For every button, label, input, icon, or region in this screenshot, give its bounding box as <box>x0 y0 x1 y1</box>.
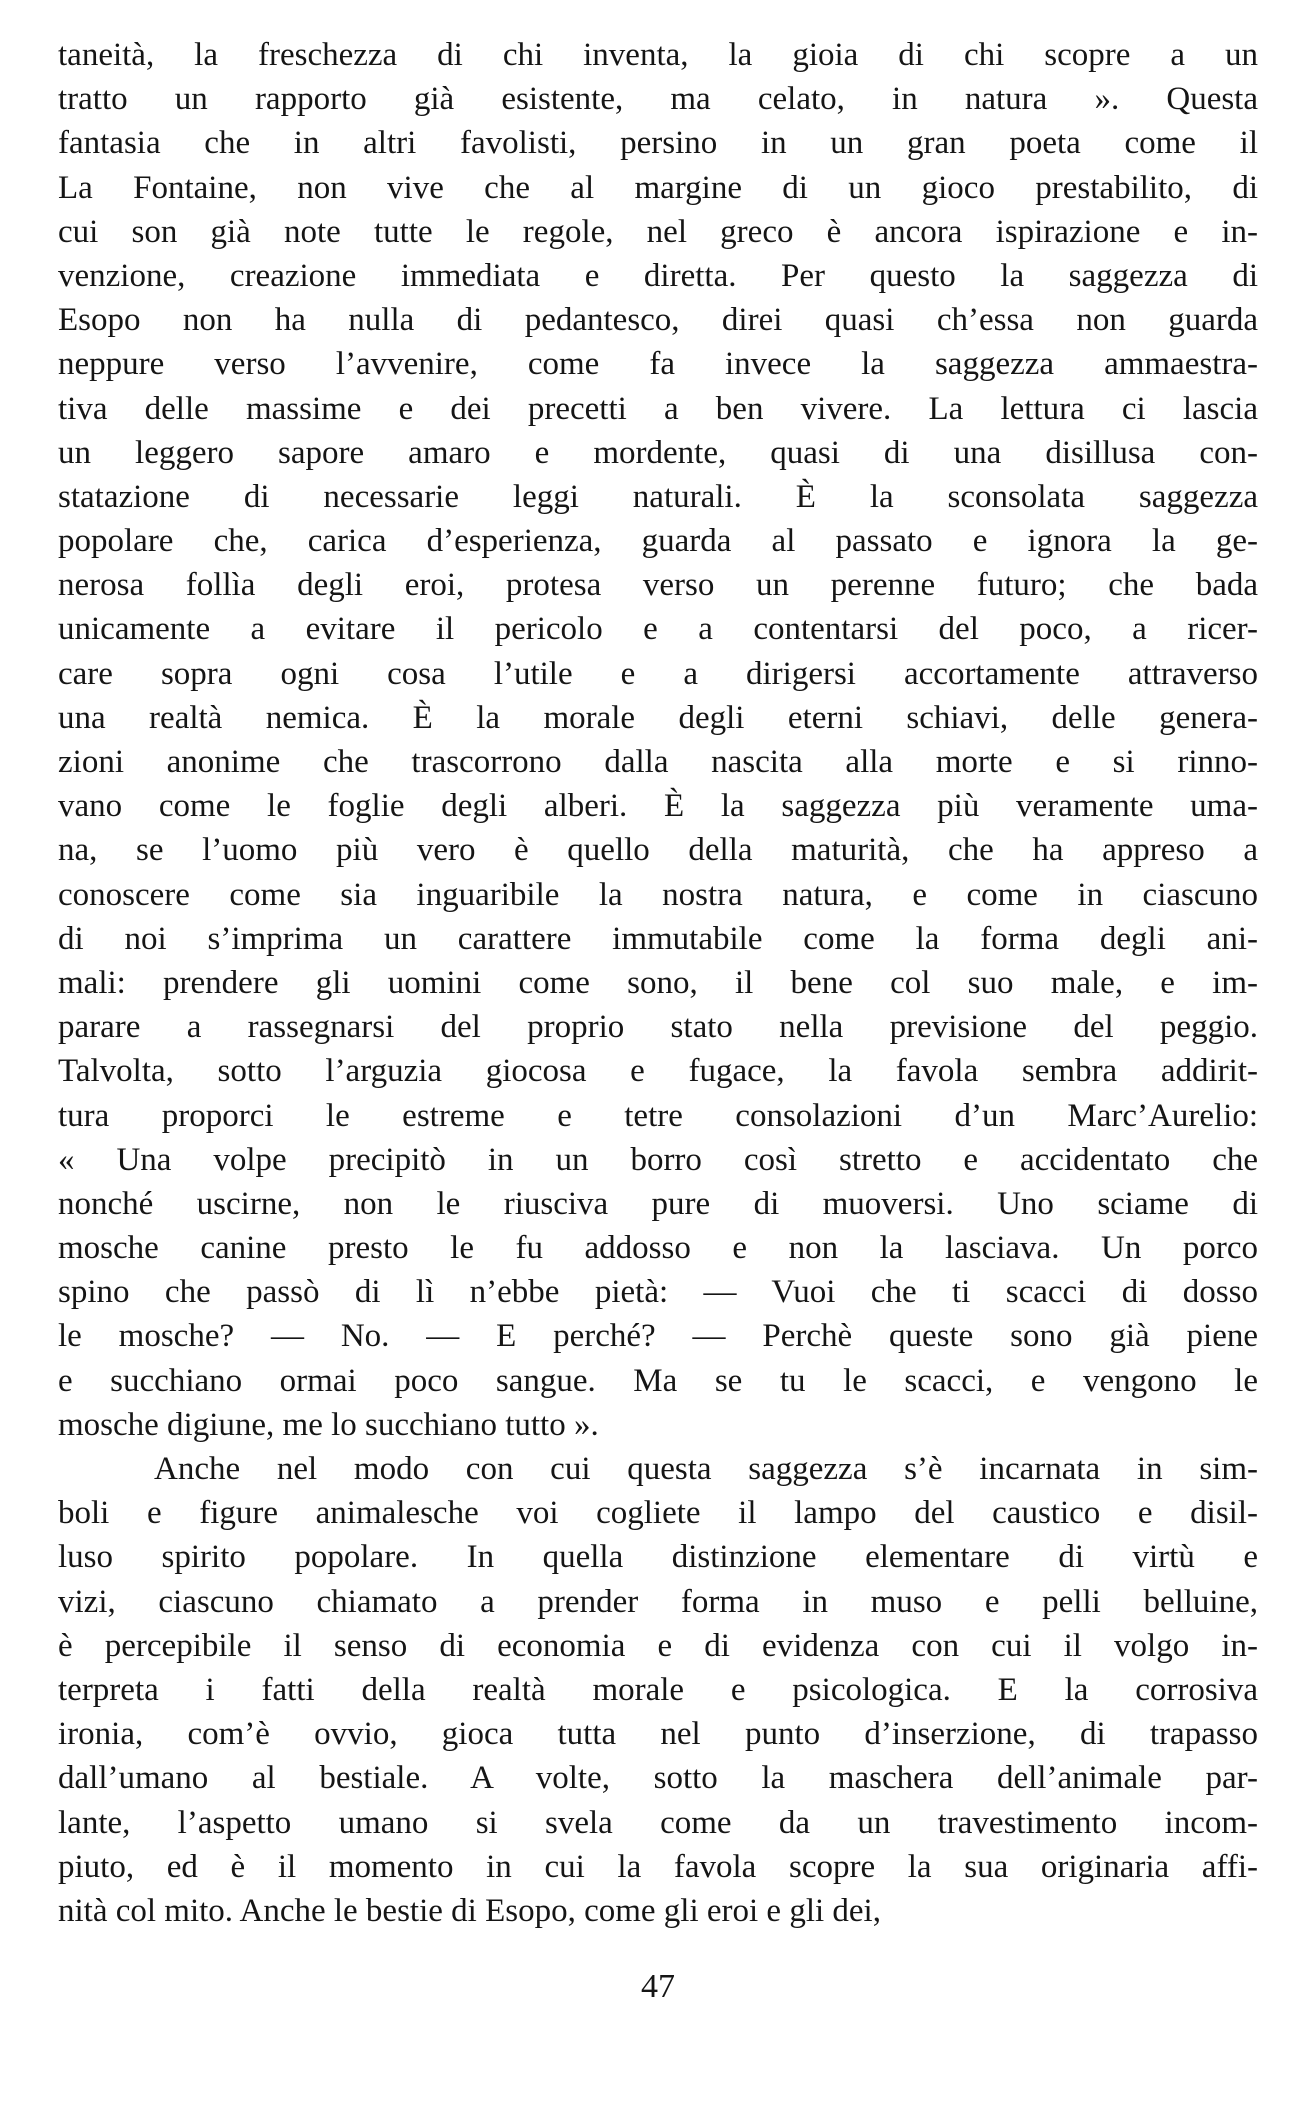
text-line: piuto, ed è il momento in cui la favola scopre la sua originaria affi- <box>58 1848 1258 1885</box>
text-line: nonché uscirne, non le riusciva pure di muoversi. Uno sciame di <box>58 1185 1258 1222</box>
text-line: di noi s’imprima un carattere immutabile come la forma degli ani- <box>58 920 1258 957</box>
body-text <box>58 33 1258 1933</box>
text-line: ironia, com’è ovvio, gioca tutta nel punto d’inserzione, di trapasso <box>58 1716 1258 1753</box>
text-line: e succhiano ormai poco sangue. Ma se tu le scacci, e vengono le <box>58 1362 1258 1399</box>
text-line: vizi, ciascuno chiamato a prender forma in muso e pelli belluine, <box>58 1583 1258 1620</box>
text-line: mali: prendere gli uomini come sono, il bene col suo male, e im- <box>58 964 1258 1001</box>
text-line: dall’umano al bestiale. A volte, sotto la maschera dell’animale par- <box>58 1760 1258 1797</box>
text-line: « Una volpe precipitò in un borro così stretto e accidentato che <box>58 1141 1258 1178</box>
book-page <box>58 0 1258 2115</box>
text-line: Esopo non ha nulla di pedantesco, direi quasi ch’essa non guarda <box>58 302 1258 339</box>
text-line: tratto un rapporto già esistente, ma celato, in natura ». Questa <box>58 81 1258 118</box>
text-line: nerosa follìa degli eroi, protesa verso un perenne futuro; che bada <box>58 567 1258 604</box>
text-line: La Fontaine, non vive che al margine di un gioco prestabilito, di <box>58 169 1258 206</box>
text-line: neppure verso l’avvenire, come fa invece la saggezza ammaestra- <box>58 346 1258 383</box>
text-line: terpreta i fatti della realtà morale e psicologica. E la corrosiva <box>58 1671 1258 1708</box>
text-line: mosche digiune, me lo succhiano tutto ». <box>58 1406 599 1443</box>
text-line: parare a rassegnarsi del proprio stato nella previsione del peggio. <box>58 1009 1258 1046</box>
text-line: una realtà nemica. È la morale degli eterni schiavi, delle genera- <box>58 699 1258 736</box>
text-line: luso spirito popolare. In quella distinzione elementare di virtù e <box>58 1539 1258 1576</box>
text-line: taneità, la freschezza di chi inventa, la gioia di chi scopre a un <box>58 37 1258 73</box>
text-line: tura proporci le estreme e tetre consolazioni d’un Marc’Aurelio: <box>58 1097 1258 1134</box>
text-line: un leggero sapore amaro e mordente, quasi di una disillusa con- <box>58 434 1258 471</box>
text-line: mosche canine presto le fu addosso e non la lasciava. Un porco <box>58 1230 1258 1267</box>
page-number: 47 <box>641 1968 675 2005</box>
text-line: venzione, creazione immediata e diretta. Per questo la saggezza di <box>58 257 1258 294</box>
text-line: unicamente a evitare il pericolo e a contentarsi del poco, a ricer- <box>58 611 1258 648</box>
text-line: è percepibile il senso di economia e di evidenza con cui il volgo in- <box>58 1627 1258 1664</box>
text-line: zioni anonime che trascorrono dalla nascita alla morte e si rinno- <box>58 744 1258 780</box>
text-line: fantasia che in altri favolisti, persino in un gran poeta come il <box>58 125 1258 162</box>
text-line: spino che passò di lì n’ebbe pietà: — Vuoi che ti scacci di dosso <box>58 1274 1258 1311</box>
text-line: Talvolta, sotto l’arguzia giocosa e fugace, la favola sembra addirit- <box>58 1053 1258 1090</box>
text-line: boli e figure animalesche voi cogliete il lampo del caustico e disil- <box>58 1495 1258 1532</box>
text-line: statazione di necessarie leggi naturali. È la sconsolata saggezza <box>58 478 1258 515</box>
text-line: nità col mito. Anche le bestie di Esopo, come gli eroi e gli dei, <box>58 1892 881 1929</box>
text-line: tiva delle massime e dei precetti a ben vivere. La lettura ci lascia <box>58 390 1258 427</box>
text-line: na, se l’uomo più vero è quello della maturità, che ha appreso a <box>58 832 1258 869</box>
text-line: popolare che, carica d’esperienza, guarda al passato e ignora la ge- <box>58 523 1258 560</box>
text-line: care sopra ogni cosa l’utile e a dirigersi accortamente attraverso <box>58 655 1258 692</box>
text-line: cui son già note tutte le regole, nel greco è ancora ispirazione e in- <box>58 213 1258 250</box>
text-line: vano come le foglie degli alberi. È la saggezza più veramente uma- <box>58 788 1258 825</box>
text-line: le mosche? — No. — E perché? — Perchè queste sono già piene <box>58 1318 1258 1355</box>
text-line: conoscere come sia inguaribile la nostra natura, e come in ciascuno <box>58 876 1258 913</box>
text-line: Anche nel modo con cui questa saggezza s’è incarnata in sim- <box>154 1451 1258 1487</box>
text-line: lante, l’aspetto umano si svela come da un travestimento incom- <box>58 1804 1258 1841</box>
